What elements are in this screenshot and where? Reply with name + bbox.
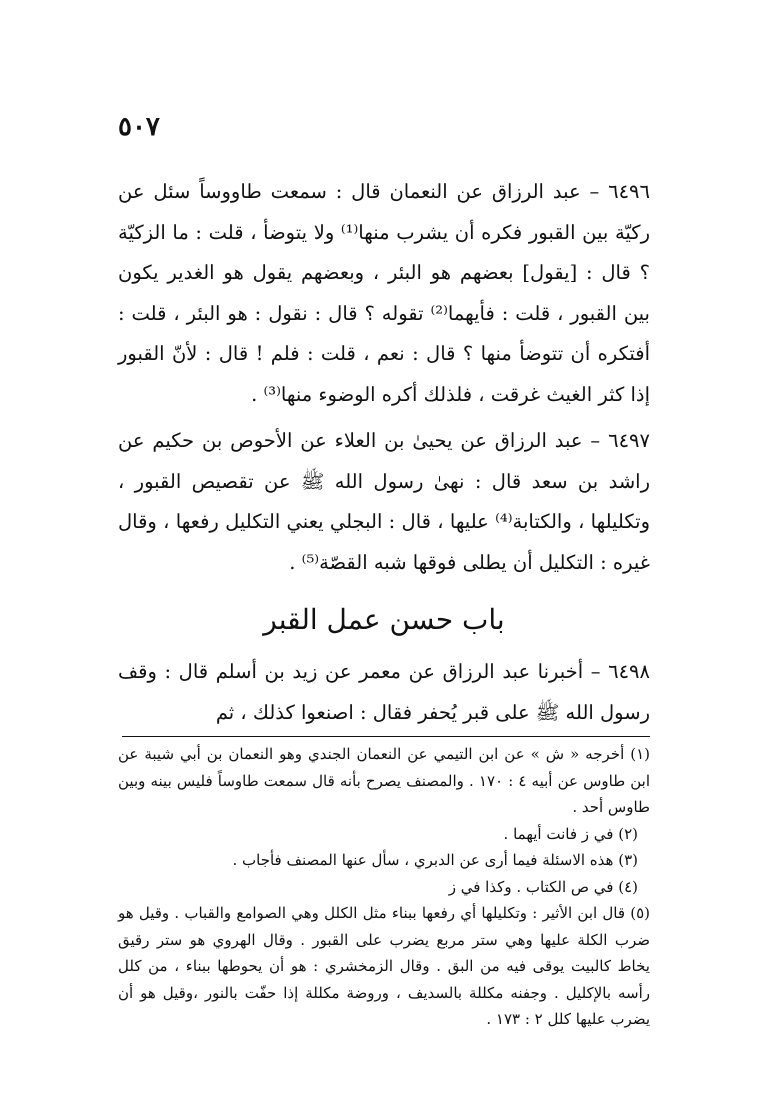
footnotes [118,741,650,1033]
footnote-2: (٢) في ز فانت أيهما . [503,824,638,843]
footnote-divider [122,736,650,737]
hadith-6496: ٦٤٩٦ – عبد الرزاق عن النعمان قال : سمعت طاووساً سئل عن ركيّة بين القبور فكره أن يشرب منها⁽¹⁾ ولا يتوضأ ، قلت : ما الزكيّة ؟ قال : [يقول] بعضهم هو البئر ، وبعضهم يقول هو الغدير يكون بين القبور ، قلت : فأيهما⁽²⁾ تقوله ؟ قال : نقول : هو البئر ، قلت : أفتكره أن تتوضأ منها ؟ قال : نعم ، قلت : فلم ! قال : لأنّ القبور إذا كثر الغيث غرقت ، فلذلك أكره الوضوء منها⁽³⁾ . [118,180,650,406]
chapter-title: باب حسن عمل القبر [263,603,505,636]
hadith-6497: ٦٤٩٧ – عبد الرزاق عن يحيىٰ بن العلاء عن الأحوص بن حكيم عن راشد بن سعد قال : نهىٰ رسول الله ﷺ عن تقصيص القبور ، وتكليلها ، والكتابة⁽⁴⁾ عليها ، قال : البجلي يعني التكليل رفعها ، وقال غيره : التكليل أن يطلى فوقها شبه القصّة⁽⁵⁾ . [118,429,650,574]
footnote-3: (٣) هذه الاسئلة فيما أرى عن الدبري ، سأل عنها المصنف فأجاب . [232,851,638,869]
main-text-continued [118,652,650,733]
footnote-4: (٤) في ص الكتاب . وكذا في ز [448,877,638,896]
hadith-6498: ٦٤٩٨ – أخبرنا عبد الرزاق عن معمر عن زيد بن أسلم قال : وقف رسول الله ﷺ على قبر يُحفر فقال : اصنعوا كذلك ، ثم [118,660,650,724]
main-text [118,172,650,583]
footnote-1: (١) أخرجه « ش » عن ابن التيمي عن النعمان الجندي وهو النعمان بن أبي شيبة عن ابن طاوس عن أبيه ٤ : ١٧٠ . والمصنف يصرح بأنه قال سمعت طاوساً فليس بينه وبين طاوس أحد . [118,745,651,816]
page-number: ٥٠٧ [118,112,160,142]
footnote-5: (٥) قال ابن الأثير : وتكليلها أي رفعها ببناء مثل الكلل وهي الصوامع والقباب . وقيل هو ضرب الكلة عليها وهي ستر مربع يضرب على القبور . وقال الهروي هو ستر رقيق يخاط كالبيت يوقى فيه من البق . وقال الزمخشري : هو أن يحوطها ببناء ، من كلل رأسه بالإكليل . وجفنه مكللة بالسديف ، وروضة مكللة إذا حفّت بالنور ،وقيل هو أن يضرب عليها كلل ٢ : ١٧٣ . [118,904,650,1028]
